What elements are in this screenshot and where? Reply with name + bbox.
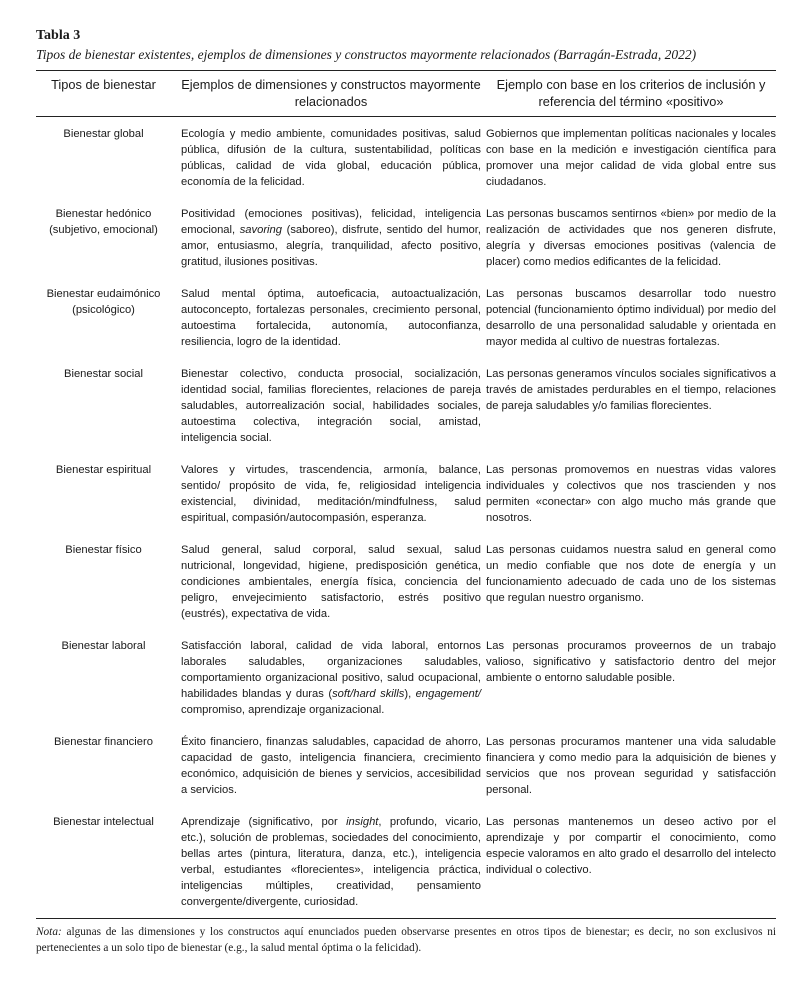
row-type: Bienestar social: [64, 368, 143, 380]
row-dimensions: Salud general, salud corporal, salud sexual, salud nutricional, longevidad, higiene, predisposición genética, condiciones ambientales, energía física, conciencia del peligro, envejecimiento satisfactorio, estrés positivo (eustrés), expectativa de vida.: [181, 544, 481, 620]
row-dimensions: Salud mental óptima, autoeficacia, autoactualización, autoconcepto, fortalezas personales, crecimiento personal, autoestima fortalecida, autonomía, autoconfianza, resiliencia, logro de la identidad.: [181, 288, 481, 348]
row-dimensions: Éxito financiero, finanzas saludables, capacidad de ahorro, capacidad de gasto, inteligencia financiera, crecimiento económico, adquisición de bienes y servicios, accesibilidad a servicios.: [181, 736, 481, 796]
row-example: Las personas generamos vínculos sociales significativos a través de amistades perdurables en el tiempo, relaciones de pareja saludables y/o familias florecientes.: [486, 368, 776, 412]
table-row: [36, 206, 776, 286]
table-row: [36, 126, 776, 206]
table-header: [36, 71, 776, 116]
table-row: [36, 286, 776, 366]
row-example: Las personas procuramos proveernos de un trabajo valioso, significativo y satisfactorio dentro del mejor ambiente o entorno saludable posible.: [486, 640, 776, 684]
row-example: Las personas cuidamos nuestra salud en general como un medio confiable que nos dote de energía y un funcionamiento adecuado de cada uno de los sistemas que regulan nuestro organismo.: [486, 544, 776, 604]
row-type: Bienestar financiero: [54, 736, 153, 748]
table-label: Tabla 3: [36, 28, 81, 43]
note-text: algunas de las dimensiones y los constructos aquí enunciados pueden observarse presentes en otros tipos de bienestar; es decir, no son exclusivos ni pertenecientes a un solo tipo de bienestar (e.g., la salud mental óptima o la felicidad).: [36, 926, 777, 954]
row-example: Las personas promovemos en nuestras vidas valores individuales y colectivos que nos trascienden y nos permiten «conectar» con algo mucho más grande que nosotros.: [486, 464, 776, 524]
note-lead: Nota:: [36, 926, 62, 938]
row-dimensions: Valores y virtudes, trascendencia, armonía, balance, sentido/ propósito de vida, fe, religiosidad inteligencia existencial, divinidad, meditación/mindfulness, salud espiritual, compasión/autocompasión, esperanza.: [181, 464, 481, 524]
table-row: [36, 814, 776, 910]
row-example: Las personas buscamos desarrollar todo nuestro potencial (funcionamiento óptimo individual) por medio del desarrollo de una personalidad saludable y orientada en mayor medida al cultivo de nuestras fortalezas.: [486, 288, 776, 348]
document-page: [36, 28, 776, 956]
row-dimensions: Aprendizaje (significativo, por insight, profundo, vicario, etc.), solución de problemas, sociedades del conocimiento, bellas artes (pintura, literatura, danza, etc.), inteligencia verbal, estudiantes «florecientes», inteligencia práctica, inteligencias múltiples, creatividad, pensamiento convergente/divergente, curiosidad.: [181, 816, 481, 908]
row-type: Bienestar físico: [65, 544, 142, 556]
row-example: Las personas buscamos sentirnos «bien» por medio de la realización de actividades que nos generen disfrute, alegría y diversas emociones positivas (valencia de placer) como medios edificantes de la felicidad.: [486, 208, 776, 268]
row-dimensions: Satisfacción laboral, calidad de vida laboral, entornos laborales saludables, organizaciones saludables, comportamiento organizacional positivo, salud ocupacional, habilidades blandas y duras (soft/hard skills), engagement/ compromiso, aprendizaje organizacional.: [181, 640, 481, 716]
row-type: Bienestar hedónico (subjetivo, emocional): [49, 208, 158, 236]
table-row: [36, 462, 776, 542]
row-example: Gobiernos que implementan políticas nacionales y locales con base en la medición e investigación científica para promover una mejor calidad de vida global entre sus ciudadanos.: [486, 128, 776, 188]
row-type: Bienestar intelectual: [53, 816, 154, 828]
table-row: [36, 734, 776, 814]
row-type: Bienestar eudaimónico (psicológico): [46, 288, 161, 316]
row-example: Las personas procuramos mantener una vida saludable financiera y como medio para la adquisición de bienes y servicios que nos provean seguridad y satisfacción personal.: [486, 736, 776, 796]
table-body: [36, 117, 776, 918]
header-dimensions: Ejemplos de dimensiones y constructos mayormente relacionados: [181, 77, 481, 109]
table-row: [36, 638, 776, 734]
table-title: Tipos de bienestar existentes, ejemplos de dimensiones y constructos mayormente relacionados (Barragán-Estrada, 2022): [36, 47, 697, 62]
table-row: [36, 366, 776, 462]
row-dimensions: Bienestar colectivo, conducta prosocial, socialización, identidad social, familias florecientes, relaciones de pareja saludables, autorrealización social, habilidades sociales, autoestima colectiva, integración social, amistad, inteligencia social.: [181, 368, 481, 444]
row-type: Bienestar espiritual: [55, 464, 152, 476]
row-dimensions: Ecología y medio ambiente, comunidades positivas, salud pública, difusión de la cultura, sustentabilidad, políticas públicas, calidad de vida global, educación pública, economía de la felicidad.: [181, 128, 481, 188]
table-row: [36, 542, 776, 638]
row-example: Las personas mantenemos un deseo activo por el aprendizaje y por compartir el conocimiento, como especie valoramos en alto grado el desarrollo del intelecto individual o colectivo.: [486, 816, 776, 876]
row-type: Bienestar laboral: [61, 640, 146, 652]
row-dimensions: Positividad (emociones positivas), felicidad, inteligencia emocional, savoring (saboreo), disfrute, sentido del humor, amor, entusiasmo, alegría, tranquilidad, afecto positivo, gratitud, ilusiones positivas.: [181, 208, 481, 268]
table-note: [36, 919, 776, 956]
header-types: Tipos de bienestar: [51, 77, 156, 92]
header-example: Ejemplo con base en los criterios de inclusión y referencia del término «positivo»: [496, 77, 766, 109]
row-type: Bienestar global: [63, 128, 144, 140]
